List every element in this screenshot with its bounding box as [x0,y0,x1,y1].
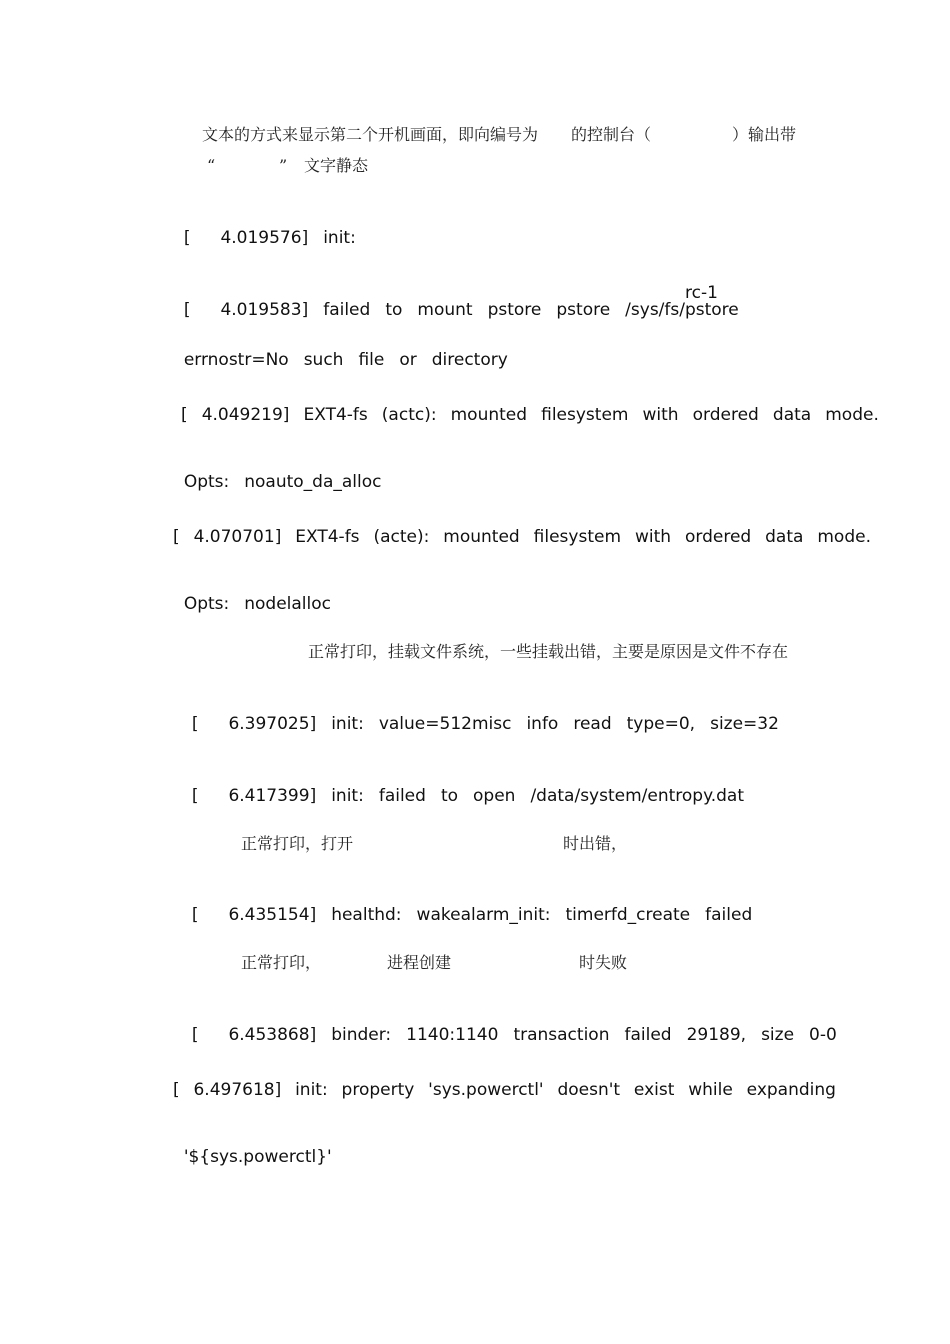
log-word: EXT4-fs [295,527,360,547]
note-create-error-c: 时失败 [579,953,628,972]
log-word: data [765,527,804,547]
log-timestamp: 6.435154] [228,905,317,925]
log-line [173,213,371,247]
log-timestamp: 4.019583] [220,300,309,320]
log-word: pstore [556,300,611,320]
log-word: healthd: [331,905,402,925]
log-word: init: [331,786,364,806]
log-overlap-fragment: rc-1 [685,283,718,303]
log-word: filesystem [541,405,629,425]
log-timestamp: 6.497618] [193,1080,282,1100]
log-timestamp: 6.397025] [228,714,317,734]
log-word: noauto_da_alloc [244,472,382,492]
log-word: errnostr=No [183,350,289,370]
log-word: binder: [331,1025,392,1045]
intro-line-1-part-c: ）输出带 [732,125,797,144]
log-bracket: [ [183,300,191,320]
log-bracket: [ [191,1025,199,1045]
log-continuation [173,1132,347,1166]
log-timestamp: 6.453868] [228,1025,317,1045]
log-line [181,407,879,424]
log-bracket: [ [191,714,199,734]
log-bracket: [ [191,786,199,806]
log-word: mounted [450,405,528,425]
log-word: info [526,714,559,734]
log-word: directory [431,350,508,370]
log-word: 29189, [686,1025,747,1045]
log-word: Opts: [183,472,230,492]
log-word: failed [378,786,426,806]
log-timestamp: 4.049219] [201,405,290,425]
log-word: /data/system/entropy.dat [530,786,745,806]
log-line [181,771,759,805]
log-line [173,1082,836,1099]
log-word: while [688,1080,733,1100]
log-word: open [473,786,516,806]
log-word: size [761,1025,795,1045]
note-create-error-a: 正常打印， [241,953,322,972]
log-word: exist [633,1080,675,1100]
intro-close-quote: ” [279,156,288,175]
log-word: failed [323,300,371,320]
log-bracket: [ [183,228,191,248]
log-word: doesn't [557,1080,621,1100]
intro-open-quote: “ [207,156,216,175]
log-line [181,890,767,924]
intro-line-2-text: 文字静态 [304,156,369,175]
log-word: failed [624,1025,672,1045]
log-continuation [173,457,397,491]
log-timestamp: 6.417399] [228,786,317,806]
intro-line-1-part-a: 文本的方式来显示第二个开机画面，即向编号为 [202,125,539,144]
log-word: such [303,350,344,370]
log-word: mode. [817,527,871,547]
log-bracket: [ [191,905,199,925]
log-word: property [341,1080,415,1100]
log-word: with [634,527,672,547]
log-word: ordered [692,405,759,425]
log-word: init: [295,1080,328,1100]
log-word: mounted [443,527,520,547]
log-word: read [573,714,612,734]
log-word: failed [705,905,753,925]
log-word: pstore [487,300,542,320]
log-continuation [173,335,523,369]
log-word: init: [331,714,364,734]
log-word: wakealarm_init: [416,905,551,925]
log-word: 'sys.powerctl' [428,1080,544,1100]
log-word: mount [417,300,473,320]
note-mount-errors: 正常打印，挂载文件系统，一些挂载出错，主要是原因是文件不存在 [308,642,789,661]
log-word: size=32 [710,714,779,734]
log-line [173,285,739,319]
log-word: to [385,300,403,320]
log-word: init: [323,228,356,248]
log-word: /sys/fs/pstore [625,300,739,320]
log-word: 1140:1140 [406,1025,499,1045]
log-word: type=0, [626,714,696,734]
note-open-error-a: 正常打印，打开 [241,834,354,853]
log-word: EXT4-fs [303,405,368,425]
log-word: ordered [684,527,752,547]
log-word: value=512misc [378,714,512,734]
log-word: Opts: [183,594,230,614]
log-line [181,699,794,733]
log-line [181,1010,852,1044]
log-word: '${sys.powerctl}' [183,1147,332,1167]
log-word: data [772,405,812,425]
log-bracket: [ [173,1080,180,1100]
log-word: expanding [746,1080,836,1100]
log-bracket: [ [173,527,180,547]
log-word: file [358,350,385,370]
log-word: filesystem [533,527,622,547]
log-line [173,529,871,546]
log-word: timerfd_create [565,905,691,925]
log-word: mode. [825,405,879,425]
log-word: transaction [513,1025,610,1045]
log-timestamp: 4.070701] [193,527,282,547]
log-timestamp: 4.019576] [220,228,309,248]
log-word: to [440,786,459,806]
log-word: (actc): [381,405,437,425]
log-word: (acte): [373,527,430,547]
log-word: 0-0 [809,1025,837,1045]
log-bracket: [ [181,405,188,425]
log-word: with [642,405,679,425]
log-word: or [399,350,417,370]
log-word: nodelalloc [244,594,331,614]
note-open-error-b: 时出错， [563,834,628,853]
note-create-error-b: 进程创建 [387,953,452,972]
intro-line-1-part-b: 的控制台（ [571,125,652,144]
log-continuation [173,579,346,613]
